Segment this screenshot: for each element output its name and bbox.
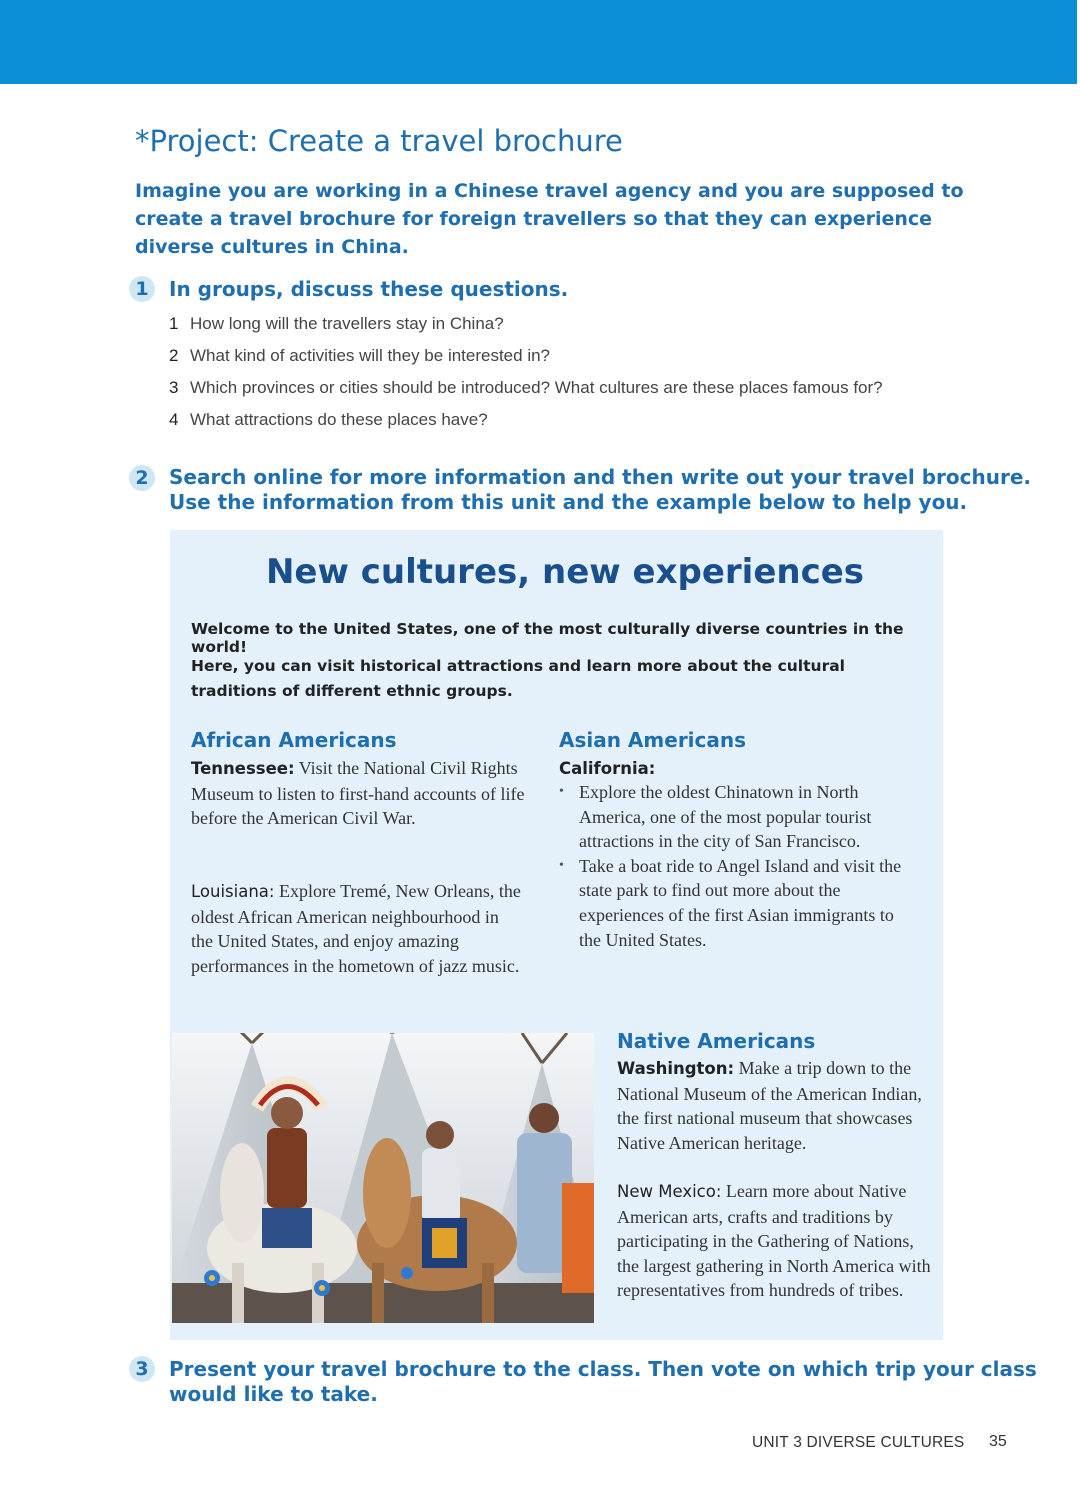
list-item: • Explore the oldest Chinatown in North America, one of the most popular tourist attractions in the city of San Francisco. (559, 780, 919, 854)
section-heading-asian-americans: Asian Americans (559, 728, 747, 752)
brochure-welcome: Welcome to the United States, one of the most culturally diverse countries in the world! (191, 620, 904, 656)
list-item: • Take a boat ride to Angel Island and visit the state park to find out more about the experiences of the first Asian immigrants to the United States. (559, 854, 919, 952)
washington-text: Make a trip down to the National Museum of the American Indian, the first national museum that showcases Native American heritage. (617, 1058, 922, 1153)
california-bullets (559, 780, 919, 952)
washington-label: Washington: (617, 1059, 735, 1078)
page-number: 35 (989, 1433, 1007, 1450)
step-2-text-line2: Use the information from this unit and the example below to help you. (169, 490, 968, 514)
question-text: How long will the travellers stay in China? (190, 314, 504, 333)
new-mexico-label: New Mexico: (617, 1182, 722, 1201)
california-label: California: (559, 759, 656, 778)
question-text: What kind of activities will they be interested in? (190, 346, 551, 365)
brochure-title: New cultures, new experiences (265, 552, 865, 592)
louisiana-paragraph (191, 879, 521, 978)
louisiana-label: Louisiana: (191, 882, 275, 901)
step-3-text-line2: would like to take. (169, 1382, 378, 1406)
section-heading-native-americans: Native Americans (617, 1029, 816, 1053)
photo-illustration (172, 1033, 594, 1323)
california-paragraph (559, 756, 655, 782)
new-mexico-paragraph (617, 1179, 935, 1303)
question-text: Which provinces or cities should be introduced? What cultures are these places famous for? (190, 378, 883, 397)
step-1-text: In groups, discuss these questions. (169, 277, 569, 301)
list-item (169, 308, 883, 340)
page-title: *Project: Create a travel brochure (135, 124, 623, 158)
list-item (169, 404, 883, 436)
list-item (169, 340, 883, 372)
louisiana-text: Explore Tremé, New Orleans, the oldest African American neighbourhood in the United States, and enjoy amazing performances in the hometown of jazz music. (191, 881, 521, 976)
washington-paragraph (617, 1056, 932, 1155)
question-number: 3 (169, 378, 179, 397)
tennessee-label: Tennessee: (191, 759, 295, 778)
tennessee-text: Visit the National Civil Rights Museum to listen to first-hand accounts of life before the American Civil War. (191, 758, 525, 829)
question-text: What attractions do these places have? (190, 410, 488, 429)
question-number: 4 (169, 410, 179, 429)
list-item (169, 372, 883, 404)
footer-unit-label: UNIT 3 DIVERSE CULTURES (752, 1434, 965, 1451)
step-2-text-line1: Search online for more information and then write out your travel brochure. (169, 465, 1031, 489)
step-1-number: 1 (129, 276, 155, 302)
section-heading-african-americans: African Americans (191, 728, 397, 752)
step-3-number: 3 (129, 1356, 155, 1382)
intro-text: Imagine you are working in a Chinese travel agency and you are supposed to create a travel brochure for foreign travellers so that they can experience diverse cultures in China. (135, 180, 964, 258)
native-americans-photo (172, 1033, 594, 1323)
header-bar (0, 0, 1077, 84)
step-2-number: 2 (129, 465, 155, 491)
step-3-text-line1: Present your travel brochure to the class. Then vote on which trip your class (169, 1357, 1037, 1381)
question-number: 2 (169, 346, 179, 365)
brochure-intro: Here, you can visit historical attractions and learn more about the cultural traditions of different ethnic groups. (191, 657, 845, 700)
new-mexico-text: Learn more about Native American arts, crafts and traditions by participating in the Gathering of Nations, the largest gathering in North America with representatives from hundreds of tribes. (617, 1181, 931, 1301)
question-list (169, 308, 883, 436)
question-number: 1 (169, 314, 179, 333)
tennessee-paragraph (191, 756, 531, 831)
